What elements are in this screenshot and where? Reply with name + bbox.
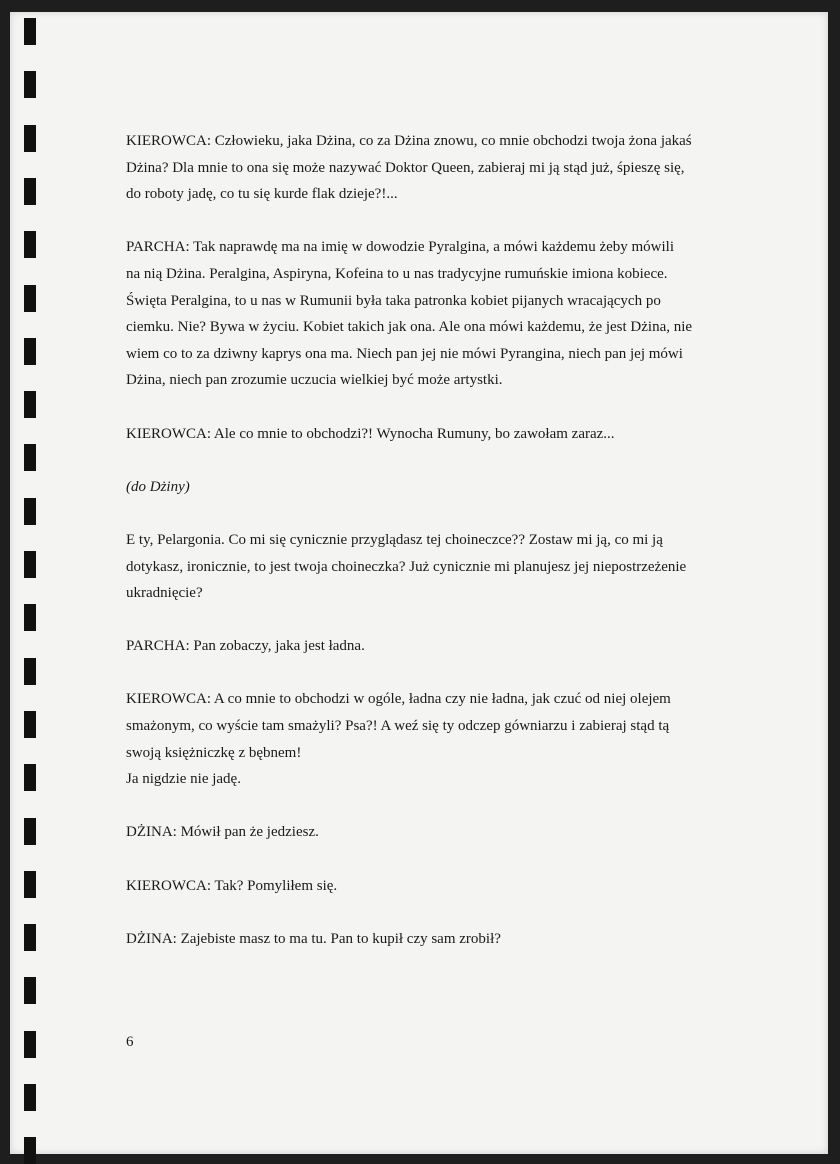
text-line: KIEROWCA: Człowieku, jaka Dżina, co za Dżina znowu, co mnie obchodzi twoja żona jakaś bbox=[126, 133, 692, 149]
binding-hole bbox=[24, 391, 36, 418]
paragraph-parcha-1 bbox=[126, 234, 746, 394]
binding-hole bbox=[24, 924, 36, 951]
comb-binding bbox=[24, 0, 38, 1164]
paragraph-kierowca-5 bbox=[126, 873, 746, 900]
binding-hole bbox=[24, 444, 36, 471]
text-line: PARCHA: Tak naprawdę ma na imię w dowodzie Pyralgina, a mówi każdemu żeby mówili bbox=[126, 239, 675, 256]
text-line: Święta Peralgina, to u nas w Rumunii była taka patronka kobiet pijanych wracających po bbox=[126, 292, 661, 309]
text-line: E ty, Pelargonia. Co mi się cynicznie przyglądasz tej choineczce?? Zostaw mi ją, co mi ją bbox=[126, 531, 663, 548]
binding-hole bbox=[24, 711, 36, 738]
stage-direction bbox=[126, 474, 746, 501]
binding-hole bbox=[24, 125, 36, 152]
binding-hole bbox=[24, 178, 36, 205]
binding-hole bbox=[24, 977, 36, 1004]
paragraph-parcha-2 bbox=[126, 633, 746, 660]
binding-hole bbox=[24, 231, 36, 258]
paragraph-kierowca-4 bbox=[126, 686, 746, 792]
binding-hole bbox=[24, 764, 36, 791]
binding-hole bbox=[24, 871, 36, 898]
text-line: Dżina? Dla mnie to ona się może nazywać Doktor Queen, zabieraj mi ją stąd już, śpieszę się, bbox=[126, 159, 685, 176]
text-line: DŻINA: Zajebiste masz to ma tu. Pan to kupił czy sam zrobił? bbox=[126, 930, 501, 947]
text-line: KIEROWCA: Ale co mnie to obchodzi?! Wynocha Rumuny, bo zawołam zaraz... bbox=[126, 425, 615, 442]
text-line: wiem co to za dziwny kaprys ona ma. Niech pan jej nie mówi Pyrangina, niech pan jej mówi bbox=[126, 345, 683, 362]
text-line: ciemku. Nie? Bywa w życiu. Kobiet takich jak ona. Ale ona mówi każdemu, że jest Dżina, nie bbox=[126, 319, 693, 336]
binding-hole bbox=[24, 71, 36, 98]
paragraph-kierowca-3 bbox=[126, 527, 746, 607]
binding-hole bbox=[24, 498, 36, 525]
text-line: dotykasz, ironicznie, to jest twoja choineczka? Już cynicznie mi planujesz jej niepostrzeżenie bbox=[126, 558, 687, 575]
binding-hole bbox=[24, 604, 36, 631]
binding-hole bbox=[24, 1137, 36, 1164]
text-line: Dżina, niech pan zrozumie uczucia wielkiej być może artystki. bbox=[126, 372, 503, 389]
page-number: 6 bbox=[126, 1034, 134, 1050]
text-line: ukradnięcie? bbox=[126, 585, 203, 602]
text-line: smażonym, co wyście tam smażyli? Psa?! A weź się ty odczep gówniarzu i zabieraj stąd tą bbox=[126, 718, 670, 735]
paragraph-kierowca-2 bbox=[126, 421, 746, 448]
text-line: PARCHA: Pan zobaczy, jaka jest ładna. bbox=[126, 638, 365, 655]
binding-hole bbox=[24, 551, 36, 578]
binding-hole bbox=[24, 1031, 36, 1058]
paragraph-dzina-2 bbox=[126, 926, 746, 953]
document-body bbox=[126, 128, 746, 979]
binding-hole bbox=[24, 1084, 36, 1111]
binding-hole bbox=[24, 658, 36, 685]
binding-hole bbox=[24, 285, 36, 312]
text-line: na nią Dżina. Peralgina, Aspiryna, Kofeina to u nas tradycyjne rumuńskie imiona kobiece. bbox=[126, 265, 668, 282]
paragraph-dzina-1 bbox=[126, 819, 746, 846]
binding-hole bbox=[24, 18, 36, 45]
text-line: DŻINA: Mówił pan że jedziesz. bbox=[126, 824, 319, 841]
text-line: KIEROWCA: Tak? Pomyliłem się. bbox=[126, 877, 338, 894]
text-line: (do Dżiny) bbox=[126, 478, 190, 495]
binding-hole bbox=[24, 338, 36, 365]
paragraph-kierowca-1 bbox=[126, 128, 746, 208]
text-line: Ja nigdzie nie jadę. bbox=[126, 771, 241, 788]
text-line: do roboty jadę, co tu się kurde flak dzieje?!... bbox=[126, 186, 398, 203]
text-line: swoją księżniczkę z bębnem! bbox=[126, 744, 302, 761]
binding-hole bbox=[24, 818, 36, 845]
text-line: KIEROWCA: A co mnie to obchodzi w ogóle, ładna czy nie ładna, jak czuć od niej olejem bbox=[126, 691, 671, 708]
